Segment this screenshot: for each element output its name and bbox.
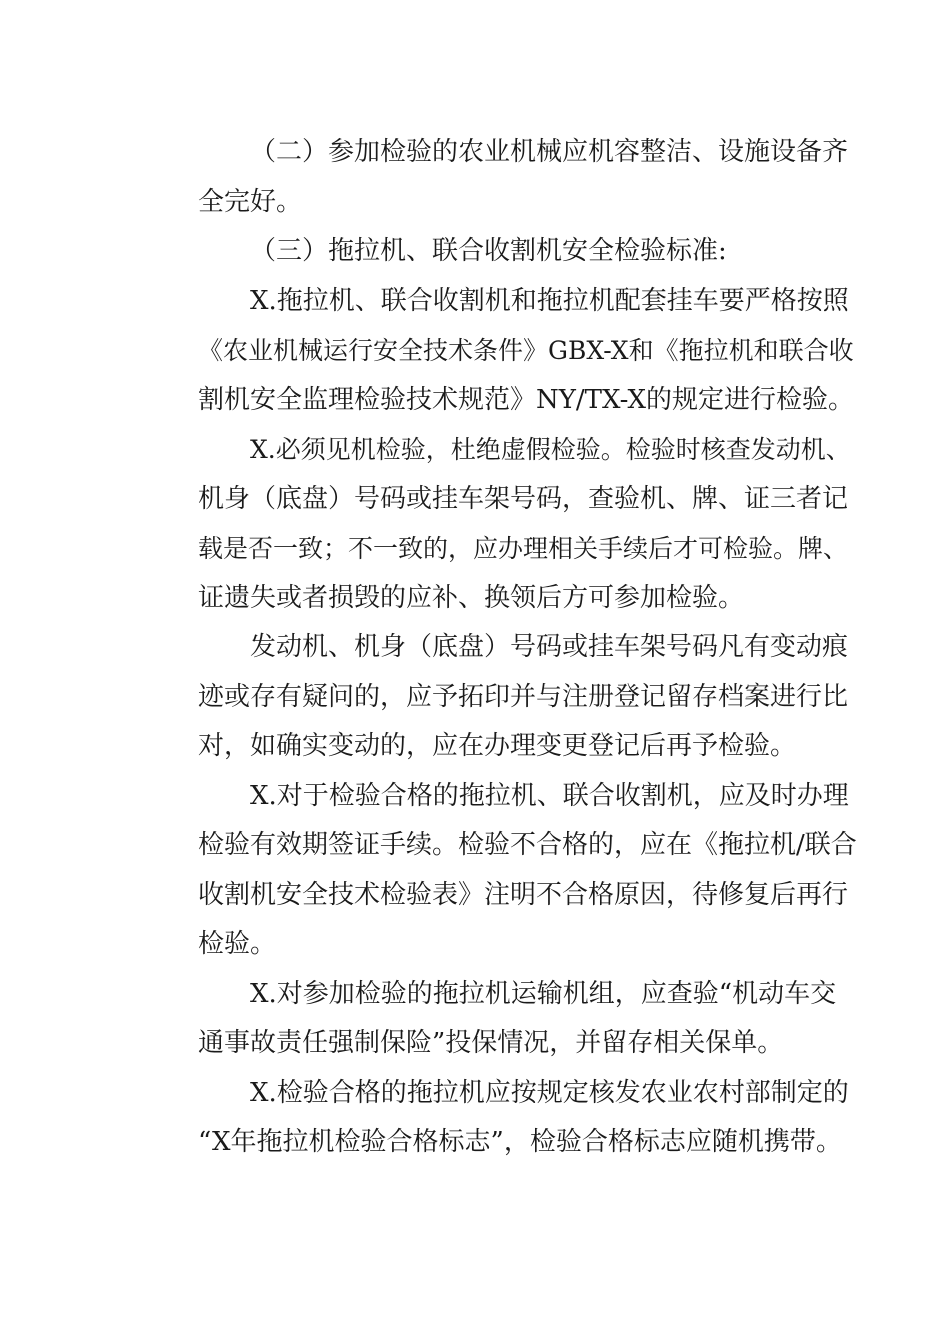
text-line: 《农业机械运行安全技术条件》GBX-X和《拖拉机和联合收 (198, 336, 854, 365)
paragraph-item-1 (146, 277, 854, 426)
paragraph-item-2 (146, 425, 851, 623)
text-line: 迹或存有疑问的，应予拓印并与注册登记留存档案进行比 (198, 681, 849, 712)
paragraph-item-3 (146, 772, 857, 970)
text-line: X.对参加检验的拖拉机运输机组，应查验“机动车交 (250, 978, 837, 1009)
text-line: 发动机、机身（底盘）号码或挂车架号码凡有变动痕 (250, 632, 849, 662)
paragraph-item-2-continued (146, 623, 849, 772)
paragraph-item-5 (146, 1069, 849, 1168)
text-line: 检验有效期签证手续。检验不合格的，应在《拖拉机/联合 (198, 830, 857, 860)
text-line: X.拖拉机、联合收割机和拖拉机配套挂车要严格按照 (250, 285, 849, 316)
text-line: 通事故责任强制保险”投保情况，并留存相关保单。 (198, 1028, 784, 1058)
text-line: X.检验合格的拖拉机应按规定核发农业农村部制定的 (250, 1077, 849, 1108)
paragraph-section-3-heading (146, 227, 806, 277)
text-line: （二）参加检验的农业机械应机容整洁、设施设备齐 (250, 137, 849, 167)
text-line: X.对于检验合格的拖拉机、联合收割机，应及时办理 (250, 780, 849, 811)
text-line: 全完好。 (198, 186, 303, 217)
text-line: 机身（底盘）号码或挂车架号码，查验机、牌、证三者记 (198, 483, 849, 514)
text-line: （三）拖拉机、联合收割机安全检验标准: (250, 236, 727, 266)
paragraph-item-4 (146, 970, 837, 1069)
text-line: X.必须见机检验，杜绝虚假检验。检验时核查发动机、 (250, 435, 851, 464)
text-line: 收割机安全技术检验表》注明不合格原因，待修复后再行 (198, 879, 849, 910)
paragraph-section-2-item-2 (146, 128, 849, 227)
text-line: “X年拖拉机检验合格标志”，检验合格标志应随机携带。 (198, 1127, 842, 1157)
text-line: 证遗失或者损毁的应补、换领后方可参加检验。 (198, 582, 745, 613)
text-line: 检验。 (198, 929, 277, 959)
text-line: 对，如确实变动的，应在办理变更登记后再予检验。 (198, 731, 797, 761)
document-body (146, 128, 857, 1168)
text-line: 割机安全监理检验技术规范》NY/TX-X的规定进行检验。 (198, 384, 854, 415)
text-line: 载是否一致；不一致的，应办理相关手续后才可检验。牌、 (198, 534, 849, 563)
